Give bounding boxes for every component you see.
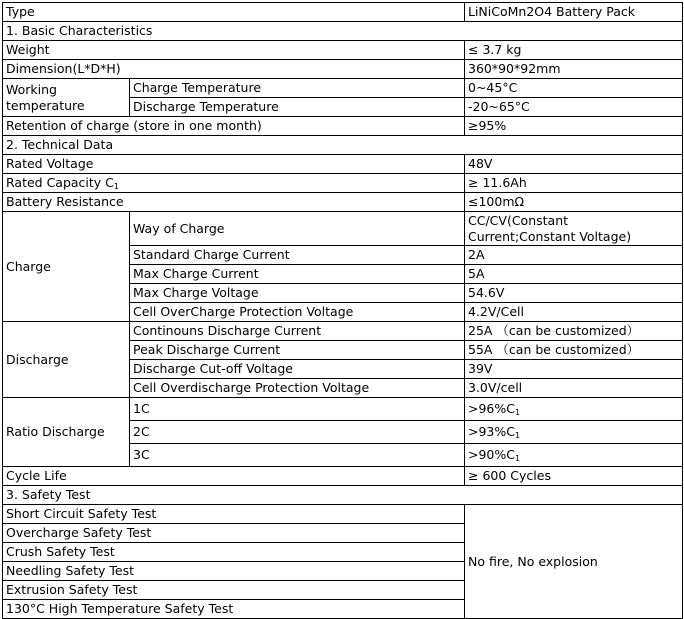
charge-temp-value: 0~45°C [465,79,683,98]
rated-voltage-label: Rated Voltage [3,155,465,174]
ratio-group-label: Ratio Discharge [3,398,130,467]
charge-row-value: 2A [465,246,683,265]
type-row [3,3,683,22]
discharge-row-label: Peak Discharge Current [130,341,465,360]
dimension-row [3,60,683,79]
type-label: Type [3,3,465,22]
discharge-row-0 [3,322,683,341]
cycle-life-value: ≥ 600 Cycles [465,467,683,486]
charge-row-label: Cell OverCharge Protection Voltage [130,303,465,322]
charge-row-value: 5A [465,265,683,284]
charge-group-label: Charge [3,212,130,322]
charge-row-value: CC/CV(Constant Current;Constant Voltage) [465,212,683,246]
retention-value: ≥95% [465,117,683,136]
weight-row [3,41,683,60]
charge-temp-row [3,79,683,98]
safety-test-label: Needling Safety Test [3,562,465,581]
charge-row-value: 4.2V/Cell [465,303,683,322]
resistance-row [3,193,683,212]
discharge-row-label: Cell Overdischarge Protection Voltage [130,379,465,398]
discharge-row-value: 25A （can be customized） [465,322,683,341]
rated-capacity-label: Rated Capacity C [6,175,114,190]
rated-capacity-value: ≥ 11.6Ah [465,174,683,193]
ratio-row-value-cell [465,421,683,444]
rated-capacity-subscript: 1 [113,182,119,191]
discharge-temp-value: -20~65°C [465,98,683,117]
charge-row-label: Max Charge Current [130,265,465,284]
safety-test-label: 130°C High Temperature Safety Test [3,600,465,619]
safety-test-label: Extrusion Safety Test [3,581,465,600]
section-safety [3,486,683,505]
ratio-row-0 [3,398,683,421]
ratio-row-value: >93%C [468,424,515,439]
section-technical [3,136,683,155]
weight-label: Weight [3,41,465,60]
discharge-temp-label: Discharge Temperature [130,98,465,117]
battery-spec-table [2,2,683,619]
discharge-row-value: 3.0V/cell [465,379,683,398]
charge-temp-label: Charge Temperature [130,79,465,98]
weight-value: ≤ 3.7 kg [465,41,683,60]
section-safety-title: 3. Safety Test [3,486,683,505]
charge-row-value: 54.6V [465,284,683,303]
working-temp-label: Working temperature [3,79,130,117]
ratio-row-value: >96%C [468,401,515,416]
rated-voltage-value: 48V [465,155,683,174]
rated-capacity-row [3,174,683,193]
safety-test-label: Short Circuit Safety Test [3,505,465,524]
discharge-row-value: 39V [465,360,683,379]
dimension-label: Dimension(L*D*H) [3,60,465,79]
dimension-value: 360*90*92mm [465,60,683,79]
charge-row-label: Max Charge Voltage [130,284,465,303]
discharge-row-value: 55A （can be customized） [465,341,683,360]
resistance-value: ≤100mΩ [465,193,683,212]
charge-row-0 [3,212,683,246]
retention-row [3,117,683,136]
discharge-row-label: Continouns Discharge Current [130,322,465,341]
safety-row-0 [3,505,683,524]
ratio-row-value: >90%C [468,447,515,462]
safety-result: No fire, No explosion [465,505,683,619]
charge-row-label: Way of Charge [130,212,465,246]
rated-capacity-label-cell [3,174,465,193]
discharge-group-label: Discharge [3,322,130,398]
ratio-row-label: 2C [130,421,465,444]
cycle-life-row [3,467,683,486]
ratio-row-value-cell [465,398,683,421]
discharge-row-label: Discharge Cut-off Voltage [130,360,465,379]
section-basic-title: 1. Basic Characteristics [3,22,683,41]
resistance-label: Battery Resistance [3,193,465,212]
ratio-row-subscript: 1 [515,454,521,463]
retention-label: Retention of charge (store in one month) [3,117,465,136]
safety-test-label: Crush Safety Test [3,543,465,562]
cycle-life-label: Cycle Life [3,467,465,486]
rated-voltage-row [3,155,683,174]
type-value: LiNiCoMn2O4 Battery Pack [465,3,683,22]
ratio-row-subscript: 1 [515,408,521,417]
charge-row-label: Standard Charge Current [130,246,465,265]
ratio-row-value-cell [465,444,683,467]
ratio-row-subscript: 1 [515,431,521,440]
section-technical-title: 2. Technical Data [3,136,683,155]
ratio-row-label: 3C [130,444,465,467]
ratio-row-label: 1C [130,398,465,421]
section-basic [3,22,683,41]
safety-test-label: Overcharge Safety Test [3,524,465,543]
